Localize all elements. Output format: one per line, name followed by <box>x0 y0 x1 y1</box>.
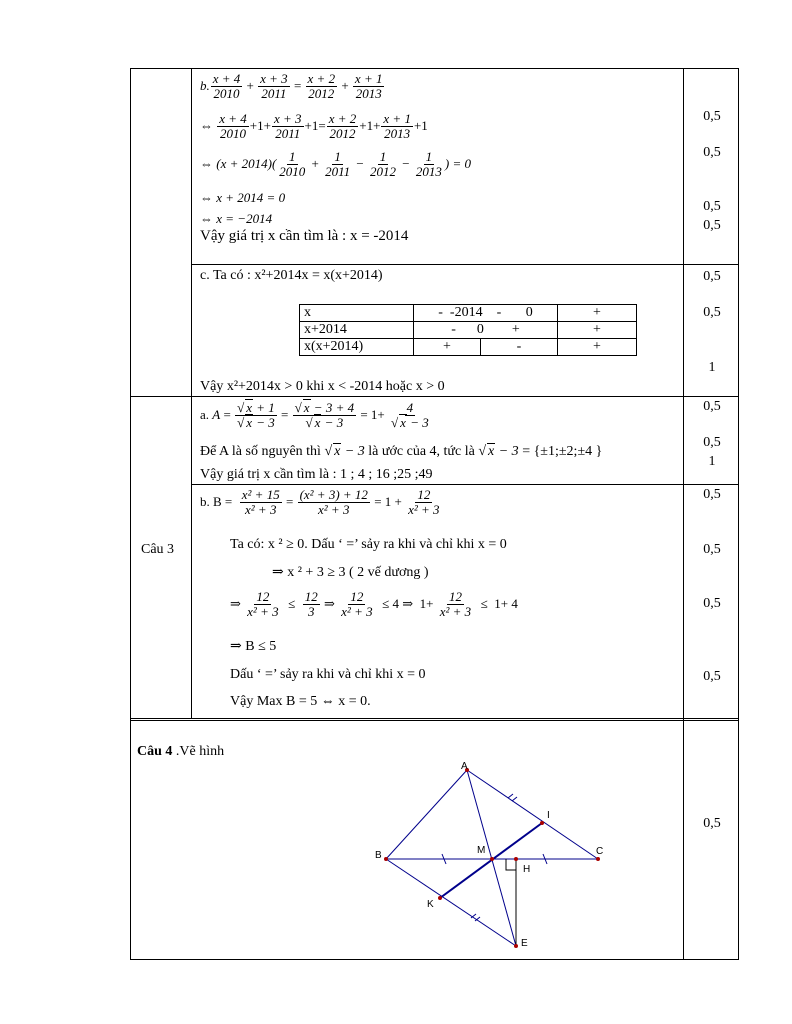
table-right-border <box>738 68 739 960</box>
sign-cell: + <box>414 339 481 356</box>
partc-intro: c. Ta có : x²+2014x = x(x+2014) <box>200 268 383 283</box>
sign-cell: x+2014 <box>300 322 414 339</box>
partb-line4: ⇔ x + 2014 = 0 <box>200 190 286 205</box>
cau3b-line3: ⇒ x ² + 3 ≥ 3 ( 2 vế dương ) <box>272 565 429 580</box>
sign-table <box>299 304 637 356</box>
table-col1-border <box>191 68 192 719</box>
score: 0,5 <box>703 218 721 233</box>
sign-cell: - <box>481 339 558 356</box>
partb-line2: ⇔ $\frac{x + 4}{2010}$ +1+ $\frac{x + 3}{2011}$ +1= $\frac{x + 2}{2012}$ +1+ $\frac{x + 1}{2013}$ +1 <box>200 111 428 142</box>
point-label-e: E <box>521 938 528 949</box>
point-label-m: M <box>477 845 486 856</box>
point-label-k: K <box>427 899 434 910</box>
sign-table-row-product <box>300 339 637 356</box>
partb-line5: ⇔ x = −2014 <box>200 211 273 226</box>
score: 0,5 <box>703 199 721 214</box>
score: 0,5 <box>703 596 721 611</box>
row-divider-1 <box>191 264 739 265</box>
sign-cell: - 0 + <box>414 322 558 339</box>
row-divider-4b <box>130 720 739 721</box>
score: 0,5 <box>703 435 721 450</box>
score: 0,5 <box>703 816 721 831</box>
partb-line1: b. $\frac{x + 4}{2010}$ + $\frac{x + 3}{2011}$ = $\frac{x + 2}{2012}$ + $\frac{x + 1}{2013}$ <box>200 71 383 102</box>
geometry-figure <box>370 758 620 953</box>
point-label-a: A <box>461 761 468 772</box>
cau3-label: Câu 3 <box>141 542 175 557</box>
score: 0,5 <box>703 145 721 160</box>
cau3b-line1: b. B = $\frac{\text{x² + 15}}{\text{x² + 3}}$ = $\frac{\text{(x² + 3) + 12}}{\text{x² + 3}}$ = 1 + $\frac{12}{\text{x² + 3}}$ <box>200 487 440 518</box>
cau3a-line2: Để A là số nguyên thì √ x − 3 là ước của 4, tức là √ x − 3 = {±1;±2;±4 } <box>200 444 603 459</box>
cau3b-line7: Vậy Max B = 5 ⇔ x = 0. <box>230 694 371 709</box>
table-col2-border <box>683 68 684 960</box>
score: 0,5 <box>703 109 721 124</box>
cau4-heading: Câu 4 .Vẽ hình <box>137 744 225 759</box>
row-divider-2 <box>130 396 739 397</box>
point-label-h: H <box>523 864 531 875</box>
partc-conclusion: Vậy x²+2014x > 0 khi x < -2014 hoặc x > 0 <box>200 379 445 394</box>
table-bottom-border <box>130 959 739 960</box>
cau3a-line3: Vậy giá trị x cần tìm là : 1 ; 4 ; 16 ;25 ;49 <box>200 467 433 482</box>
cau3b-line2: Ta có: x ² ≥ 0. Dấu ‘ =’ sảy ra khi và chỉ khi x = 0 <box>230 537 507 552</box>
partb-line3: ⇔ (x + 2014)( $\frac{1}{2010}$ + $\frac{1}{2011}$ − $\frac{1}{2012}$ − $\frac{1}{2013}$ ) = 0 <box>200 149 471 180</box>
score: 0,5 <box>703 669 721 684</box>
score: 1 <box>708 360 716 375</box>
sign-cell: + <box>558 339 637 356</box>
partb-conclusion: Vậy giá trị x cần tìm là : x = -2014 <box>200 228 409 244</box>
table-left-border <box>130 68 131 960</box>
sign-cell: - -2014 - 0 <box>414 305 558 322</box>
point-label-c: C <box>596 846 604 857</box>
score: 0,5 <box>703 399 721 414</box>
sign-table-row-factor <box>300 322 637 339</box>
sign-table-row-x <box>300 305 637 322</box>
table-top-border <box>130 68 739 69</box>
score: 0,5 <box>703 487 721 502</box>
point-label-b: B <box>375 850 382 861</box>
cau3b-line6: Dấu ‘ =’ sảy ra khi và chỉ khi x = 0 <box>230 667 426 682</box>
cau3b-line5: ⇒ B ≤ 5 <box>230 639 277 654</box>
score: 0,5 <box>703 542 721 557</box>
score: 0,5 <box>703 305 721 320</box>
row-divider-4 <box>130 718 739 719</box>
score: 0,5 <box>703 269 721 284</box>
row-divider-3 <box>191 484 739 485</box>
sign-cell: + <box>558 322 637 339</box>
sign-cell: + <box>558 305 637 322</box>
cau3b-line4: ⇒ $\frac{12}{\text{x² + 3}}$ ≤ $\frac{12}{3}$ ⇒ $\frac{12}{\text{x² + 3}}$ ≤ 4 ⇒ 1+ $\frac{12}{\text{x² + 3}}$ ≤ 1+ 4 <box>230 589 518 620</box>
sign-cell: x <box>300 305 414 322</box>
score: 1 <box>708 454 716 469</box>
cau3a-line1: a. A = $\frac{√ x + 1}{√ x - 3}$ = $\frac{√ x - 3 + 4}{√ x - 3}$ = 1+ $\frac{4}{√ x - 3}$ <box>200 400 429 431</box>
point-label-i: I <box>547 810 550 821</box>
sign-cell: x(x+2014) <box>300 339 414 356</box>
